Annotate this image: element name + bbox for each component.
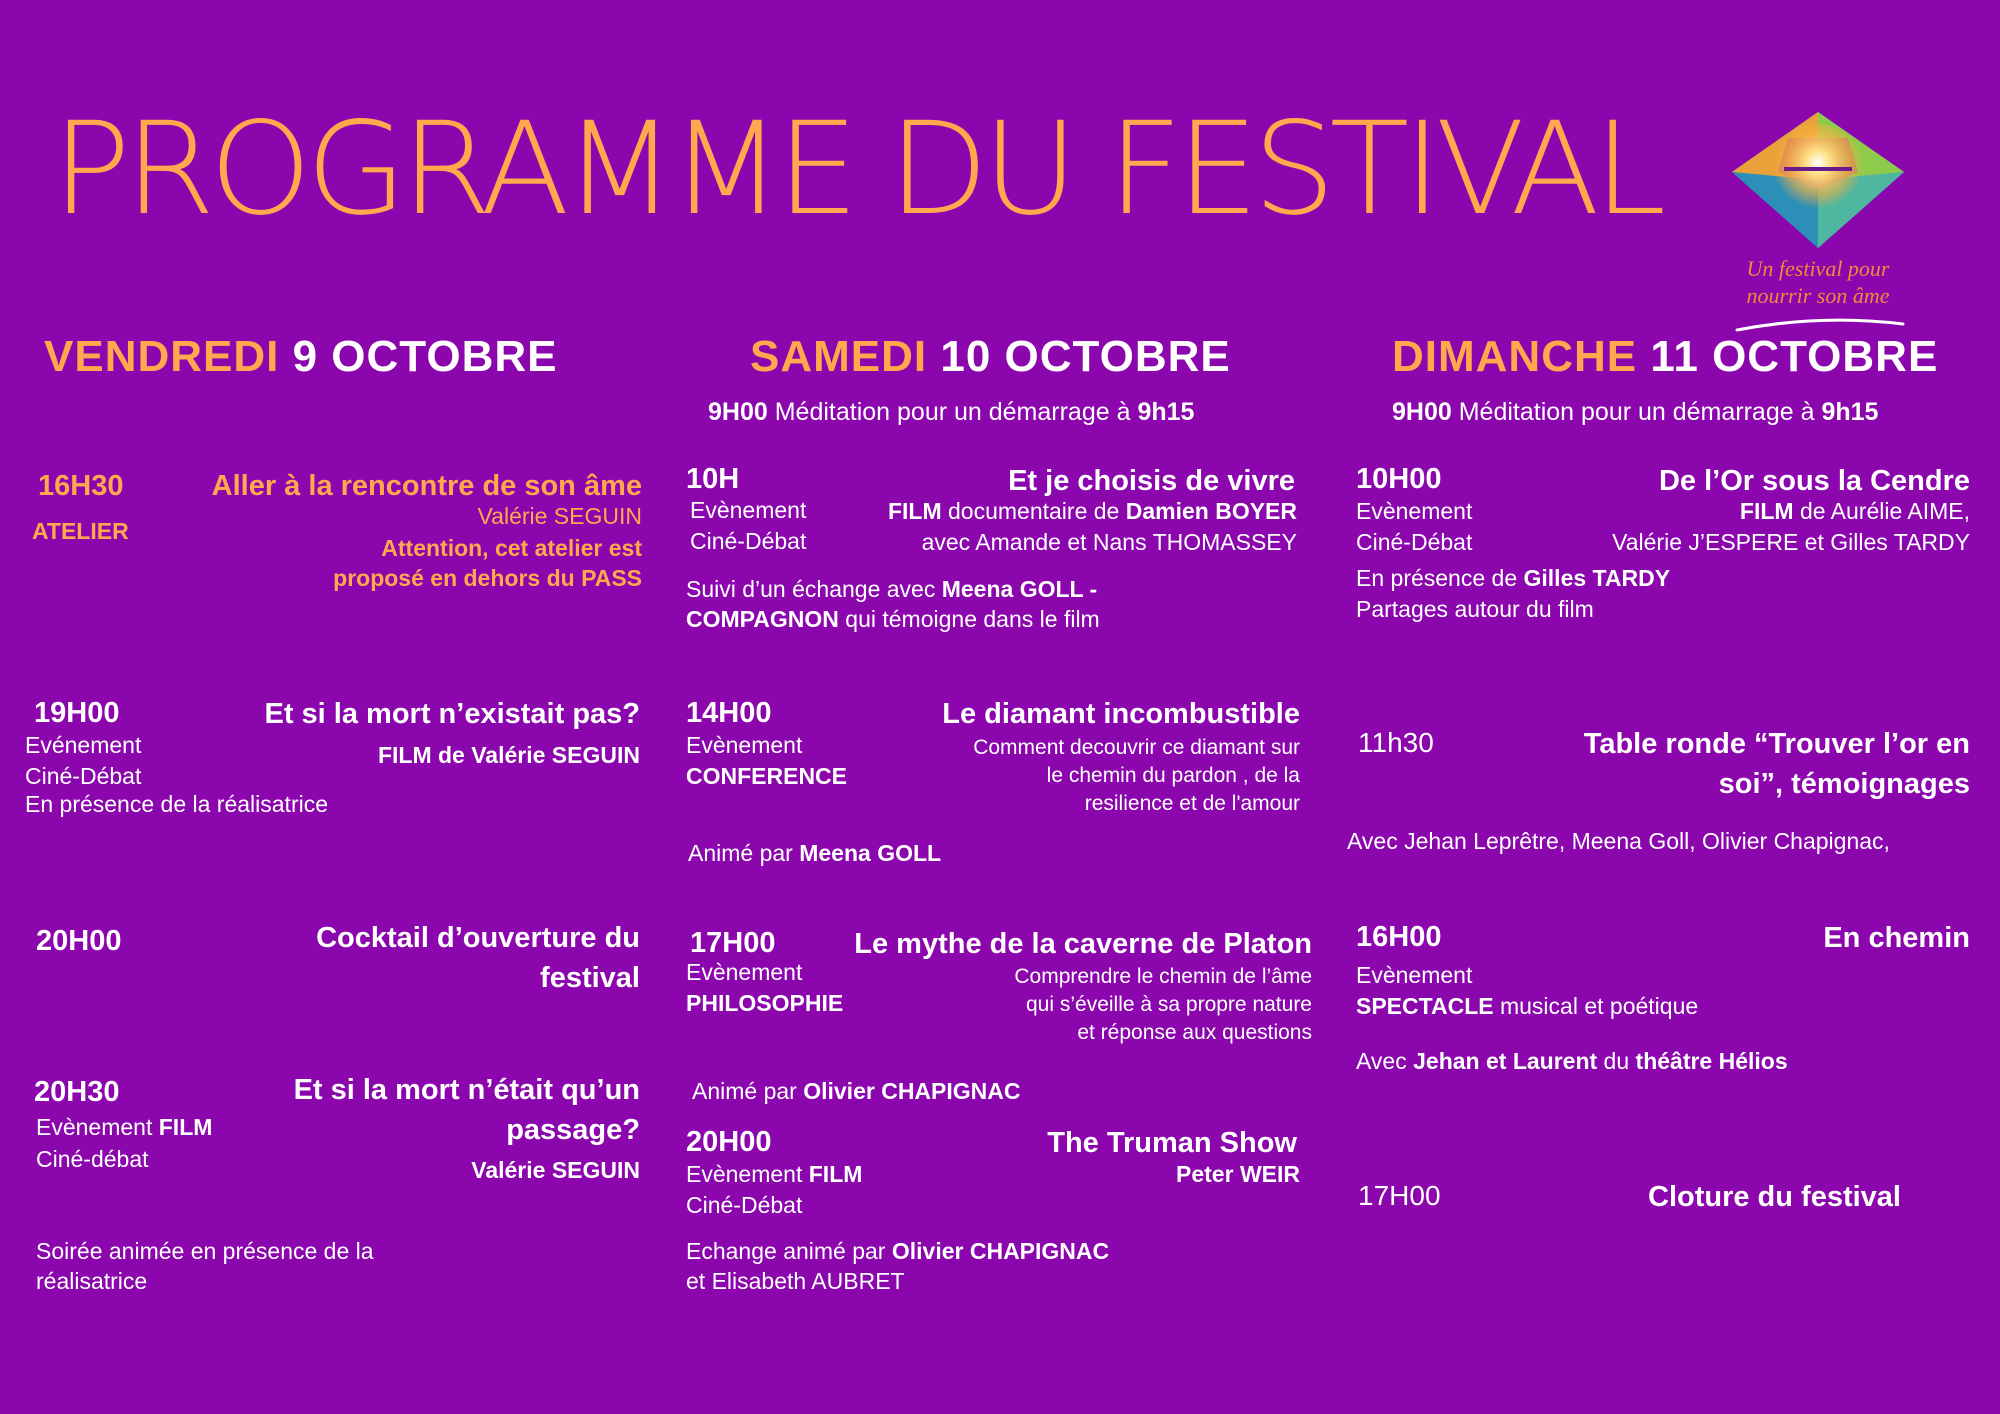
guest-name: COMPAGNON [686,606,839,632]
event-title [200,918,640,998]
event-person: Valérie SEGUIN [477,503,642,529]
event-title: En chemin [1823,922,1970,954]
kind-text: Evènement [36,1114,153,1140]
event-time: 19H00 [34,697,120,729]
logo-tagline [1718,255,1918,309]
with-text: du [1603,1048,1630,1074]
event-type: ATELIER [32,518,129,544]
title-line: festival [540,962,640,994]
event-time: 17H00 [690,927,776,959]
extra-text: Suivi d’un échange avec [686,576,936,602]
day-name: DIMANCHE [1392,332,1638,381]
event-time: 20H00 [36,925,122,957]
intro-time: 9H00 [1392,398,1452,426]
event-kind: Evénement [25,732,142,758]
title-line: Cocktail d’ouverture du [316,922,640,954]
event-format: Ciné-Débat [25,763,142,789]
desc-line: et réponse aux questions [1077,1021,1312,1044]
event-extra: Partages autour du film [1356,596,1594,622]
kind-bold: FILM [158,1114,213,1140]
day-header-friday [44,332,558,382]
kind-bold: FILM [808,1161,863,1187]
event-host [686,1236,1206,1296]
intro-time: 9h15 [1821,398,1879,426]
note-line: Attention, cet atelier est [381,535,642,561]
presence-name: Gilles TARDY [1523,565,1671,591]
event-note [150,533,642,593]
event-cast: Valérie J’ESPERE et Gilles TARDY [1612,529,1970,555]
kind-text: Evènement [686,1161,803,1187]
host-text: Animé par [688,840,793,866]
event-title: De l’Or sous la Cendre [1658,465,1970,497]
event-title: Et je choisis de vivre [1008,465,1295,497]
desc-line: resilience et de l'amour [1084,792,1300,815]
event-format: PHILOSOPHIE [686,990,844,1016]
with-name: théâtre Hélios [1635,1048,1788,1074]
extra-line: Soirée animée en présence de la [36,1238,374,1264]
event-time: 20H00 [686,1126,772,1158]
event-title: Cloture du festival [1648,1181,1901,1213]
host-name: Meena GOLL [799,840,942,866]
event-time: 17H00 [1358,1180,1441,1211]
event-host [692,1076,1020,1106]
event-time: 10H [686,463,740,495]
guest-name: Meena GOLL - [941,576,1098,602]
film-label: FILM [1739,498,1794,524]
title-line: Table ronde “Trouver l’or en [1583,728,1970,760]
host-text: et Elisabeth AUBRET [686,1268,905,1294]
event-person: Valérie SEGUIN [471,1157,640,1183]
event-kind [686,1159,862,1189]
desc-line: qui s’éveille à sa propre nature [1025,993,1312,1016]
note-line: proposé en dehors du PASS [333,565,642,591]
title-line: passage? [506,1114,640,1146]
day-name: SAMEDI [750,332,928,381]
event-format: Ciné-Débat [690,528,807,554]
intro-text: Méditation pour un démarrage à [1458,398,1815,426]
day-intro [1392,397,1878,427]
event-guests: Avec Jehan Leprêtre, Meena Goll, Olivier Chapignac, [1347,828,1890,854]
event-format: Ciné-débat [36,1146,149,1172]
film-label: FILM [887,498,942,524]
event-extra [686,574,1206,634]
tagline-line-2: nourrir son âme [1746,283,1890,308]
intro-time: 9H00 [708,398,768,426]
desc-line: Comprendre le chemin de l’âme [1014,965,1312,988]
extra-line: réalisatrice [36,1268,148,1294]
day-header-saturday [750,332,1231,382]
event-cast: avec Amande et Nans THOMASSEY [921,529,1297,555]
event-kind [36,1112,212,1142]
host-text: Animé par [692,1078,797,1104]
event-person: Peter WEIR [1176,1161,1300,1187]
event-time: 14H00 [686,697,772,729]
day-name: VENDREDI [44,332,280,381]
event-subtitle: FILM de Valérie SEGUIN [377,742,640,768]
festival-logo-icon [1728,110,1908,250]
event-presence [1356,563,1670,593]
host-name: Olivier CHAPIGNAC [891,1238,1110,1264]
day-date: 11 OCTOBRE [1650,332,1939,381]
event-time: 10H00 [1356,463,1442,495]
event-kind: Evènement [686,959,803,985]
tagline-line-1: Un festival pour [1746,256,1890,281]
event-format [1356,991,1698,1021]
event-film-line [820,496,1297,526]
with-name: Jehan et Laurent [1413,1048,1598,1074]
day-date: 9 OCTOBRE [292,332,558,381]
event-extra [36,1236,374,1296]
desc-line: le chemin du pardon , de la [1046,764,1300,787]
event-time: 16H00 [1356,921,1442,953]
format-bold: SPECTACLE [1356,993,1494,1019]
film-text: documentaire de [948,498,1120,524]
intro-time: 9h15 [1137,398,1195,426]
event-kind: Evènement [1356,498,1473,524]
presence-text: En présence de [1356,565,1518,591]
event-kind: Evènement [1356,962,1473,988]
event-title: Le mythe de la caverne de Platon [854,928,1312,960]
title-line: Et si la mort n’était qu’un [293,1074,640,1106]
event-host [688,838,941,868]
event-format: CONFERENCE [686,763,848,789]
event-time: 11h30 [1358,727,1434,758]
event-title: The Truman Show [1047,1127,1297,1159]
event-format: Ciné-Débat [1356,529,1473,555]
event-format: Ciné-Débat [686,1192,803,1218]
intro-text: Méditation pour un démarrage à [774,398,1131,426]
page-title: PROGRAMME DU FESTIVAL [52,95,1661,244]
day-date: 10 OCTOBRE [940,332,1231,381]
extra-text: qui témoigne dans le film [845,606,1100,632]
event-film-line [1560,496,1970,526]
host-text: Echange animé par [686,1238,886,1264]
swoosh-icon [1735,312,1905,334]
event-extra: En présence de la réalisatrice [25,791,328,817]
day-intro [708,397,1194,427]
event-title: Le diamant incombustible [942,698,1300,730]
event-title: Et si la mort n’existait pas? [264,698,640,730]
event-time: 16H30 [38,470,124,502]
event-kind: Evènement [686,732,803,758]
event-description [860,734,1300,818]
event-kind: Evènement [690,497,807,523]
event-title: Aller à la rencontre de son âme [211,470,642,502]
desc-line: Comment decouvrir ce diamant sur [973,736,1300,759]
director-name: Damien BOYER [1125,498,1297,524]
title-line: soi”, témoignages [1718,768,1970,800]
event-title [200,1070,640,1150]
host-name: Olivier CHAPIGNAC [803,1078,1021,1104]
with-text: Avec [1356,1048,1407,1074]
format-text: musical et poétique [1499,993,1699,1019]
event-title [1520,724,1970,804]
film-text: de Aurélie AIME, [1799,498,1970,524]
event-with [1356,1046,1788,1076]
day-header-sunday [1392,332,1938,382]
event-time: 20H30 [34,1076,120,1108]
event-description [860,963,1312,1047]
